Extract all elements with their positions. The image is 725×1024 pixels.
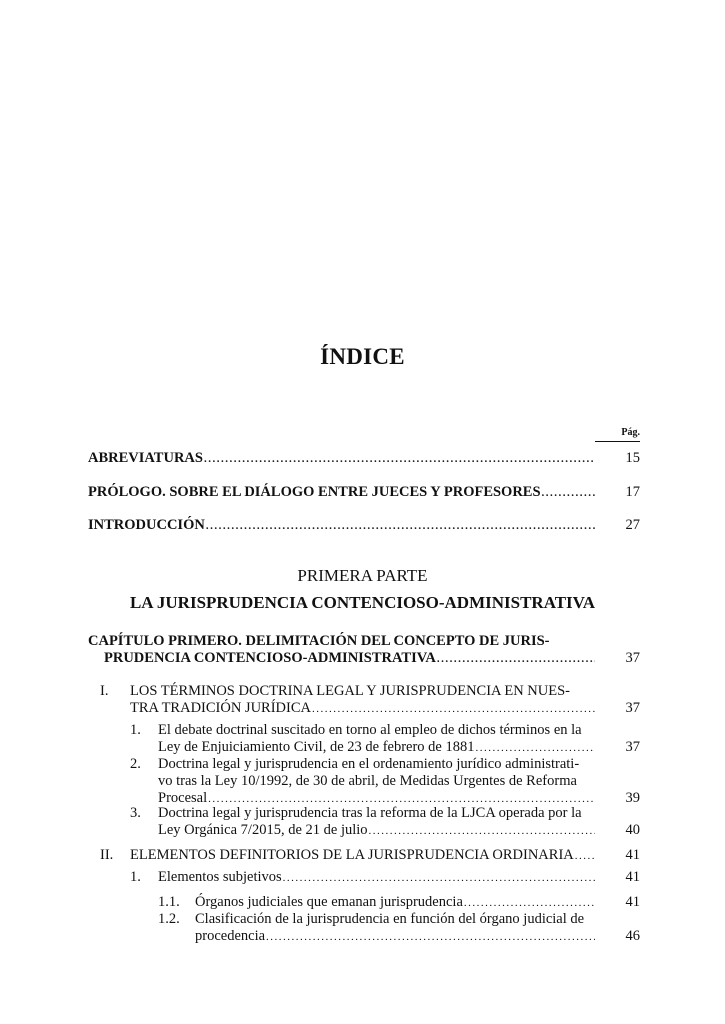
toc-entry-page: 41 — [625, 869, 640, 885]
subsubsection-title-line-1: Clasificación de la jurisprudencia en función del órgano judicial de — [195, 911, 585, 927]
dot-leader — [437, 651, 595, 668]
toc-entry-page: 40 — [625, 822, 640, 838]
dot-leader — [542, 485, 595, 502]
toc-entry-page: 15 — [625, 450, 640, 466]
subsection-title-line-2: vo tras la Ley 10/1992, de 30 de abril, de Medidas Urgentes de Reforma — [158, 773, 577, 789]
section-title-line-1: ELEMENTOS DEFINITORIOS DE LA JURISPRUDENCIA ORDINARIA — [130, 847, 574, 863]
dot-leader — [204, 451, 595, 468]
dot-leader — [312, 701, 595, 718]
toc-entry-page: 37 — [625, 739, 640, 755]
page-column-label: Pág. — [621, 427, 640, 438]
toc-entry-label: ABREVIATURAS — [88, 450, 203, 466]
subsection-marker: 1. — [130, 722, 141, 738]
toc-entry-page: 41 — [625, 847, 640, 863]
toc-entry-chapter-1[interactable] — [88, 633, 640, 668]
dot-leader — [476, 740, 596, 757]
part-label: PRIMERA PARTE — [297, 566, 428, 585]
subsection-title-line-1: Doctrina legal y jurisprudencia en el ordenamiento jurídico administrati- — [158, 756, 580, 772]
subsection-title-line-2: Ley de Enjuiciamiento Civil, de 23 de febrero de 1881 — [158, 739, 475, 755]
subsection-title-line-1: El debate doctrinal suscitado en torno al empleo de dichos términos en la — [158, 722, 582, 738]
dot-leader — [206, 518, 595, 535]
toc-entry-section-ii[interactable] — [100, 847, 640, 865]
toc-entry-abreviaturas[interactable] — [88, 450, 640, 468]
toc-entry-section-i[interactable] — [100, 683, 640, 718]
dot-leader — [369, 823, 595, 840]
section-title-line-2: TRA TRADICIÓN JURÍDICA — [130, 700, 311, 716]
subsubsection-title-line-1: Órganos judiciales que emanan jurisprudencia — [195, 894, 463, 910]
toc-entry-subsubsection-1-2[interactable] — [158, 911, 640, 946]
toc-entry-page: 46 — [625, 928, 640, 944]
subsection-title-line-2: Ley Orgánica 7/2015, de 21 de julio — [158, 822, 368, 838]
toc-entry-page: 37 — [625, 650, 640, 666]
toc-entry-label: INTRODUCCIÓN — [88, 517, 205, 533]
toc-entry-page: 27 — [625, 517, 640, 533]
dot-leader — [464, 895, 595, 912]
toc-entry-subsection-i-1[interactable] — [130, 722, 640, 757]
section-title-line-1: LOS TÉRMINOS DOCTRINA LEGAL Y JURISPRUDENCIA EN NUES- — [130, 683, 570, 699]
toc-entry-subsubsection-1-1[interactable] — [158, 894, 640, 912]
dot-leader — [266, 929, 595, 946]
section-marker: II. — [100, 847, 114, 863]
subsubsection-title-line-2: procedencia — [195, 928, 266, 944]
dot-leader — [283, 870, 595, 887]
toc-entry-subsection-i-3[interactable] — [130, 805, 640, 840]
toc-entry-introduccion[interactable] — [88, 517, 640, 535]
subsubsection-marker: 1.2. — [158, 911, 180, 927]
toc-entry-label: PRÓLOGO. SOBRE EL DIÁLOGO ENTRE JUECES Y PROFESORES — [88, 484, 541, 500]
toc-entry-page: 17 — [625, 484, 640, 500]
subsection-marker: 3. — [130, 805, 141, 821]
dot-leader — [575, 848, 595, 865]
subsection-title-line-1: Doctrina legal y jurisprudencia tras la reforma de la LJCA operada por la — [158, 805, 582, 821]
page-title: ÍNDICE — [320, 344, 405, 369]
chapter-title-line-1: CAPÍTULO PRIMERO. DELIMITACIÓN DEL CONCEPTO DE JURIS- — [88, 633, 550, 649]
subsection-marker: 2. — [130, 756, 141, 772]
section-marker: I. — [100, 683, 109, 699]
page-column-rule — [595, 441, 640, 442]
toc-entry-subsection-i-2[interactable] — [130, 756, 640, 808]
toc-entry-page: 37 — [625, 700, 640, 716]
subsection-title-line-1: Elementos subjetivos — [158, 869, 282, 885]
subsection-marker: 1. — [130, 869, 141, 885]
part-title: LA JURISPRUDENCIA CONTENCIOSO-ADMINISTRATIVA — [129, 593, 596, 612]
toc-entry-prologo[interactable] — [88, 484, 640, 502]
subsubsection-marker: 1.1. — [158, 894, 180, 910]
toc-entry-subsection-ii-1[interactable] — [130, 869, 640, 887]
toc-entry-page: 41 — [625, 894, 640, 910]
chapter-title-line-2: PRUDENCIA CONTENCIOSO-ADMINISTRATIVA — [104, 650, 436, 666]
subsection-title-line-3: Procesal — [158, 790, 208, 806]
toc-entry-page: 39 — [625, 790, 640, 806]
